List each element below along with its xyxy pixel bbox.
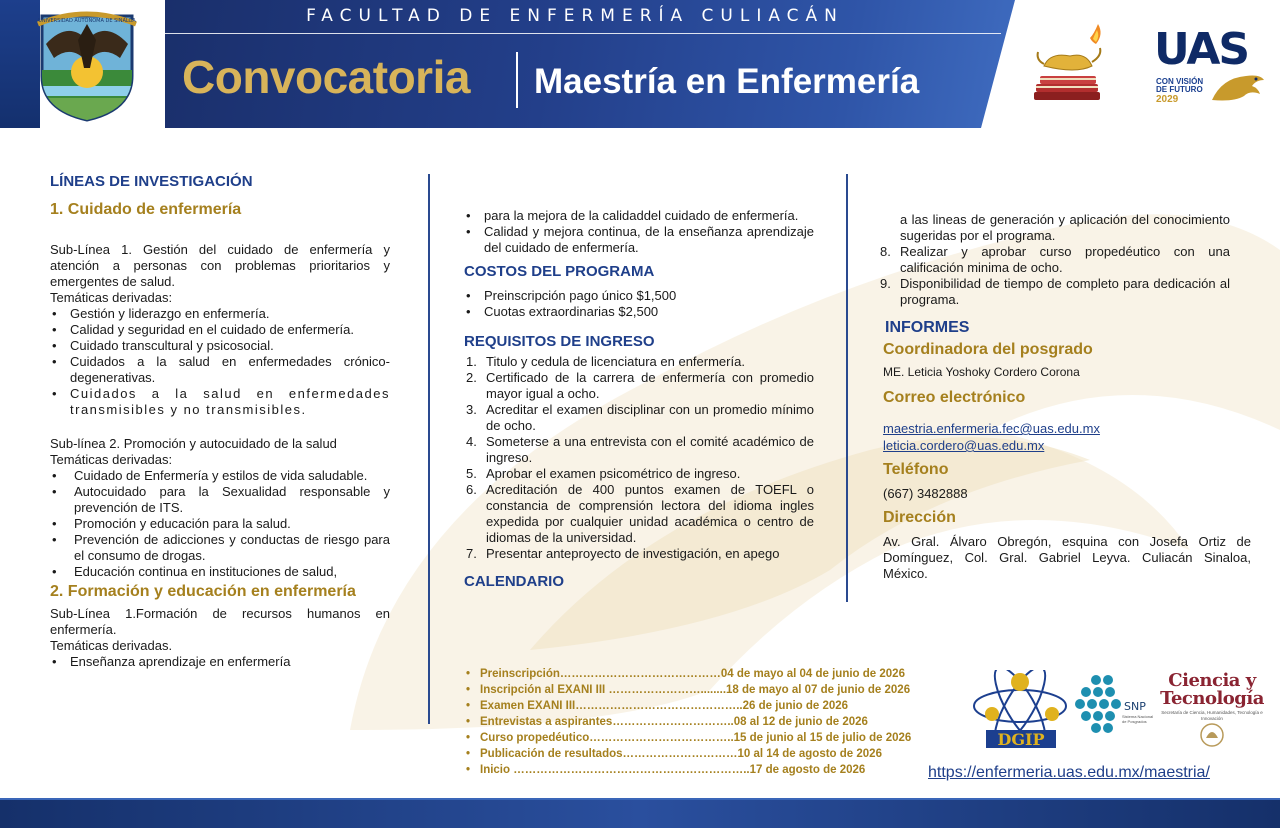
item-text: Titulo y cedula de licenciatura en enfermería. bbox=[486, 354, 745, 369]
program-title: Maestría en Enfermería bbox=[534, 62, 920, 101]
coordinator-name: ME. Leticia Yoshoky Cordero Corona bbox=[883, 365, 1080, 379]
list-item bbox=[878, 244, 1230, 276]
list-item: • Preinscripción……………………………………04 de mayo al 04 de junio de 2026 bbox=[466, 666, 966, 682]
phone-number: (667) 3482888 bbox=[883, 486, 968, 501]
sub-line-3: Sub-Línea 1.Formación de recursos humanos en enfermería. bbox=[50, 606, 390, 637]
item-text: Presentar anteproyecto de investigación, en apego bbox=[486, 546, 780, 561]
requisitos-heading: REQUISITOS DE INGRESO bbox=[464, 333, 655, 350]
item-text: Realizar y aprobar curso propedéutico con una calificación minima de ocho. bbox=[900, 244, 1230, 275]
column-divider-2 bbox=[846, 174, 848, 602]
snp-logo-text: SNP bbox=[1124, 700, 1146, 713]
costos-list bbox=[464, 288, 814, 320]
costos-heading: COSTOS DEL PROGRAMA bbox=[464, 263, 655, 280]
item-number: 3. bbox=[466, 402, 477, 417]
list-item: • Examen EXANI III……………………………………..26 de junio de 2026 bbox=[466, 698, 966, 714]
list-item: • Calidad y mejora continua, de la enseñanza aprendizaje del cuidado de enfermería. bbox=[464, 224, 814, 256]
column-lineas bbox=[50, 174, 390, 670]
sub-line-2-tematicas: Temáticas derivadas: bbox=[50, 452, 173, 467]
mexico-coat-of-arms-icon bbox=[1198, 722, 1226, 748]
list-item bbox=[464, 546, 814, 562]
header bbox=[0, 0, 1280, 128]
list-item: • Calidad y seguridad en el cuidado de enfermería. bbox=[50, 322, 390, 338]
list-item bbox=[878, 276, 1230, 308]
sub-line-3-list bbox=[50, 654, 390, 670]
sub-line-2-list bbox=[50, 468, 390, 580]
list-item bbox=[464, 354, 814, 370]
snp-logo-icon bbox=[1074, 672, 1160, 744]
sub-line-1: Sub-Línea 1. Gestión del cuidado de enfermería y atención a personas con problemas prioritarios y emergentes de salud. bbox=[50, 242, 390, 289]
column-costos-requisitos bbox=[464, 208, 814, 590]
list-item: • Inscripción al EXANI III ……………………........18 de mayo al 07 de junio de 2026 bbox=[466, 682, 966, 698]
list-item bbox=[464, 402, 814, 434]
sub-line-2: Sub-línea 2. Promoción y autocuidado de la salud bbox=[50, 436, 337, 451]
uas-year: 2029 bbox=[1156, 94, 1179, 105]
list-item: • Gestión y liderazgo en enfermería. bbox=[50, 306, 390, 322]
sub-line-1-list bbox=[50, 306, 390, 418]
email-link-2[interactable]: leticia.cordero@uas.edu.mx bbox=[883, 438, 1045, 453]
list-item: • Cuidados a la salud en enfermedades crónico-degenerativas. bbox=[50, 354, 390, 386]
cyt-logo-title: Ciencia y Tecnología bbox=[1160, 670, 1264, 709]
requisitos-list bbox=[464, 354, 814, 562]
email-label: Correo electrónico bbox=[883, 389, 1026, 406]
header-rule bbox=[165, 33, 1001, 34]
item-number: 5. bbox=[466, 466, 477, 481]
list-item: • Publicación de resultados…………………………10 al 14 de agosto de 2026 bbox=[466, 746, 966, 762]
list-item bbox=[464, 482, 814, 546]
title-divider bbox=[516, 52, 518, 108]
calendario-heading: CALENDARIO bbox=[464, 573, 564, 590]
address-label: Dirección bbox=[883, 509, 956, 526]
item-number: 7. bbox=[466, 546, 477, 561]
snp-subtitle: Sistema Nacional de Posgrados bbox=[1122, 714, 1154, 724]
sub-line-3-tematicas: Temáticas derivadas. bbox=[50, 638, 173, 653]
sub-line-1-tematicas: Temáticas derivadas: bbox=[50, 290, 173, 305]
list-item bbox=[464, 370, 814, 402]
dgip-logo-icon bbox=[968, 670, 1072, 750]
cyt-logo-subtitle: Secretaría de Ciencia, Humanidades, Tecnología e Innovación bbox=[1161, 710, 1263, 721]
university-seal-icon bbox=[28, 10, 146, 122]
item-text: Certificado de la carrera de enfermería con promedio mayor igual a ocho. bbox=[486, 370, 814, 401]
list-item bbox=[464, 466, 814, 482]
requisitos-continuation: a las lineas de generación y aplicación del conocimiento sugeridas por el programa. bbox=[900, 212, 1230, 243]
item-number: 6. bbox=[466, 482, 477, 497]
list-item: • Entrevistas a aspirantes…………………………..08 al 12 de junio de 2026 bbox=[466, 714, 966, 730]
list-item: • Preinscripción pago único $1,500 bbox=[464, 288, 814, 304]
uas-slogan: CON VISIÓN DE FUTURO bbox=[1156, 77, 1204, 94]
phone-label: Teléfono bbox=[883, 461, 949, 478]
calendario-list bbox=[466, 666, 966, 778]
lineas-heading: LÍNEAS DE INVESTIGACIÓN bbox=[50, 173, 253, 190]
column-informes bbox=[878, 212, 1251, 582]
footer-stripe bbox=[0, 798, 1280, 800]
list-item: • Autocuidado para la Sexualidad responsable y prevención de ITS. bbox=[50, 484, 390, 516]
item-text: Someterse a una entrevista con el comité académico de ingreso. bbox=[486, 434, 814, 465]
informes-heading: INFORMES bbox=[885, 319, 970, 336]
uas-logo-text: UAS bbox=[1154, 24, 1249, 75]
list-item: • Promoción y educación para la salud. bbox=[50, 516, 390, 532]
item-text: Disponibilidad de tiempo de completo para dedicación al programa. bbox=[900, 276, 1230, 307]
list-item bbox=[464, 434, 814, 466]
list-item: • Cuidado de Enfermería y estilos de vida saludable. bbox=[50, 468, 390, 484]
list-item: • Curso propedéutico………………………………..15 de junio al 15 de julio de 2026 bbox=[466, 730, 966, 746]
list-item: • Inicio ……………………………………………………..17 de agosto de 2026 bbox=[466, 762, 966, 778]
faculty-name: FACULTAD DE ENFERMERÍA CULIACÁN bbox=[306, 6, 844, 26]
list-item: • Cuidado transcultural y psicosocial. bbox=[50, 338, 390, 354]
coordinator-label: Coordinadora del posgrado bbox=[883, 341, 1093, 358]
list-item: • Cuotas extraordinarias $2,500 bbox=[464, 304, 814, 320]
item-number: 4. bbox=[466, 434, 477, 449]
list-item: • Prevención de adicciones y conductas de riesgo para el consumo de drogas. bbox=[50, 532, 390, 564]
item-number: 1. bbox=[466, 354, 477, 369]
list-item: • para la mejora de la calidaddel cuidado de enfermería. bbox=[464, 208, 814, 224]
item-text: Acreditar el examen disciplinar con un promedio mínimo de ocho. bbox=[486, 402, 814, 433]
address-text: Av. Gral. Álvaro Obregón, esquina con Josefa Ortiz de Domínguez, Col. Gral. Gabriel Leyva. Culiacán Sinaloa, México. bbox=[883, 534, 1251, 581]
lamp-of-knowledge-icon bbox=[1030, 22, 1108, 104]
item-number: 9. bbox=[880, 276, 891, 291]
item-number: 2. bbox=[466, 370, 477, 385]
eagle-icon bbox=[1210, 70, 1266, 104]
line1-title: 1. Cuidado de enfermería bbox=[50, 201, 242, 218]
item-text: Aprobar el examen psicométrico de ingreso. bbox=[486, 466, 741, 481]
line2-title: 2. Formación y educación en enfermería bbox=[50, 583, 356, 600]
item-number: 8. bbox=[880, 244, 891, 259]
list-item: • Educación continua en instituciones de salud, bbox=[50, 564, 390, 580]
ciencia-tecnologia-logo bbox=[1160, 672, 1264, 756]
requisitos-list-continued bbox=[878, 244, 1230, 308]
uas-logo bbox=[1150, 24, 1270, 106]
footer-band bbox=[0, 798, 1280, 828]
svg-text:UNIVERSIDAD AUTÓNOMA DE SINALO: UNIVERSIDAD AUTÓNOMA DE SINALOA bbox=[38, 18, 136, 24]
program-url-link[interactable]: https://enfermeria.uas.edu.mx/maestria/ bbox=[928, 764, 1210, 781]
list-item: • Enseñanza aprendizaje en enfermería bbox=[50, 654, 390, 670]
dgip-logo-text: DGIP bbox=[997, 730, 1045, 749]
column-divider-1 bbox=[428, 174, 430, 724]
list-item: • Cuidados a la salud en enfermedades transmisibles y no transmisibles. bbox=[50, 386, 390, 418]
email-link-1[interactable]: maestria.enfermeria.fec@uas.edu.mx bbox=[883, 421, 1100, 436]
lineas-continuation-list bbox=[464, 208, 814, 256]
item-text: Acreditación de 400 puntos examen de TOEFL o constancia de comprensión lectora del idioma ingles expedida por cualquier unidad académica o centro de idiomas de la universidad. bbox=[486, 482, 814, 545]
page-title: Convocatoria bbox=[182, 51, 470, 103]
